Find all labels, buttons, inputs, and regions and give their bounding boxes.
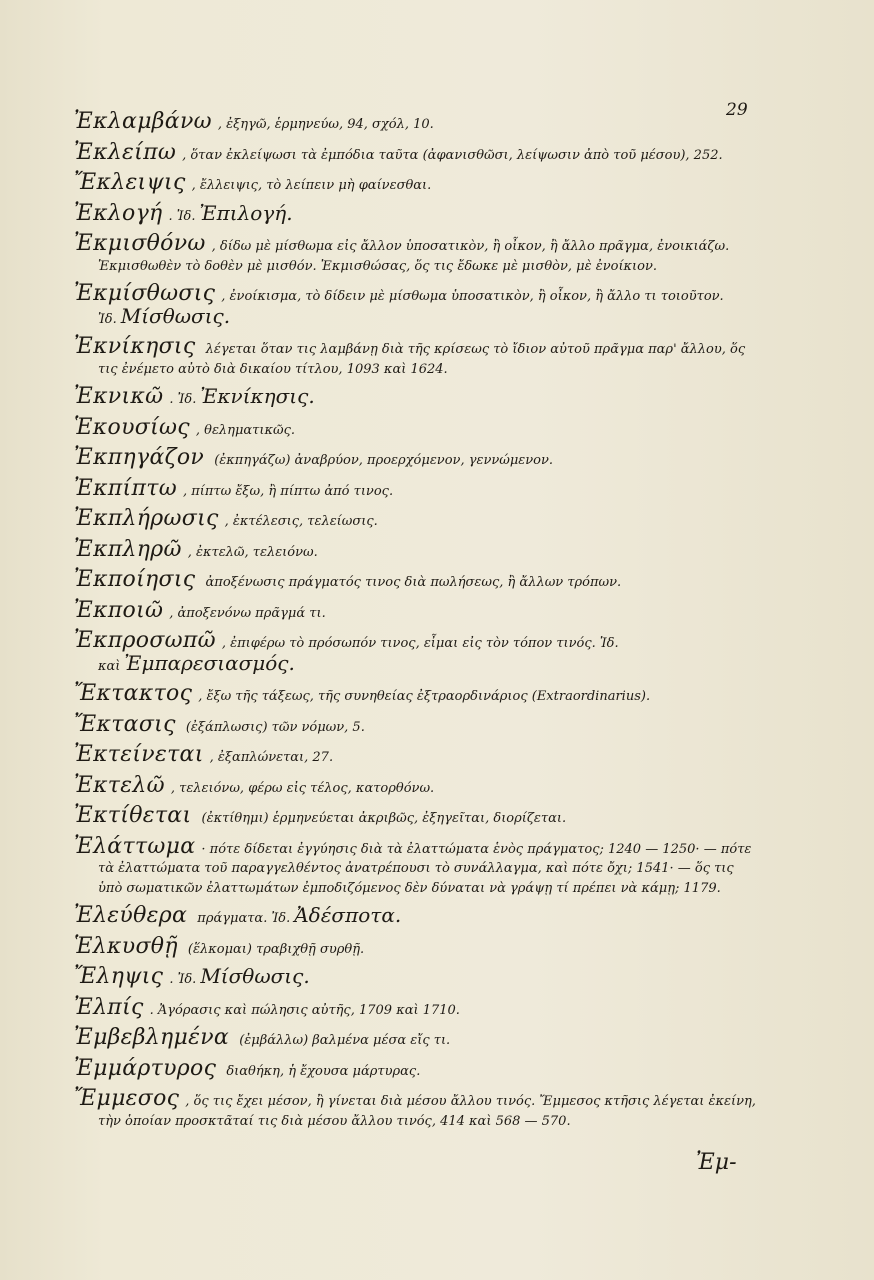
entry-definition: , ἐκτελῶ, τελειόνω. [187, 544, 318, 560]
entry-definition: , δίδω μὲ μίσθωμα εἰς ἄλλον ὑποσατικὸν, ἢ οἶκον, ἢ ἄλλο πρᾶγμα, ἐνοικιάζω. Ἐκμισθωθὲν τὸ δοθὲν μὲ μισθόν. Ἐκμισθώσας, ὅς τις ἔδωκε μὲ μισθὸν, μὲ ἐνοίκιον. [98, 239, 730, 274]
dictionary-entry [60, 742, 760, 768]
dictionary-entry [60, 628, 760, 676]
entry-definition: , ἐνοίκισμα, τὸ δίδειν μὲ μίσθωμα ὑποσατικὸν, ἢ οἶκον, ἢ ἄλλο τι τοιοῦτον. Ἰδ. [98, 289, 724, 327]
entry-headword: Ἔληψις [74, 964, 164, 989]
dictionary-entry [60, 1086, 760, 1131]
dictionary-entry [60, 803, 760, 829]
entry-definition: (ἐξάπλωσις) τῶν νόμων, 5. [181, 719, 365, 735]
dictionary-entry [60, 414, 760, 441]
dictionary-entry [60, 1055, 760, 1082]
entry-definition: · πότε δίδεται ἐγγύησις διὰ τὰ ἐλαττώματα ἑνὸς πράγματος; 1240 — 1250· — πότε τὰ ἐλαττώματα τοῦ παραγγελθέντος ἀνατρέπουσι τὸ συνάλλαγμα, καὶ πότε ὄχι; 1541· — ὅς τις ὑπὸ σωματικῶν ἐλαττωμάτων ἐμποδιζόμενος δὲν δύναται νὰ γράψῃ τί πρέπει νὰ κάμῃ; 1179. [98, 841, 752, 896]
dictionary-entry [60, 772, 760, 799]
entry-definition: (ἐκτίθημι) ἑρμηνεύεται ἀκριβῶς, ἐξηγεῖται, διορίζεται. [197, 811, 567, 826]
entry-cross-reference: Μίσθωσις. [200, 964, 310, 988]
entry-headword: Ἐλπίς [74, 994, 144, 1020]
entry-headword: Ἐκπροσωπῶ [74, 628, 216, 653]
dictionary-entry [60, 1025, 760, 1051]
dictionary-entry [60, 506, 760, 532]
entry-headword: Ἐκλείπω [74, 139, 177, 165]
entry-definition: , θεληματικῶς. [195, 422, 296, 438]
entry-headword: Ἐκπίπτω [74, 475, 177, 501]
dictionary-entry [60, 334, 760, 379]
dictionary-entry [60, 903, 760, 929]
entry-definition: , ἔξω τῆς τάξεως, τῆς συνηθείας ἐξτραορδινάριος (Extraordinarius). [198, 689, 651, 704]
entry-headword: Ἐλεύθερα [74, 903, 188, 928]
entry-cross-reference: Μίσθωσις. [120, 303, 231, 328]
entry-headword: Ἐκλαμβάνω [74, 109, 212, 134]
entry-definition: . Ἰδ. [169, 972, 197, 987]
entry-headword: Ἐκλογή [74, 200, 163, 226]
entry-headword: Ἐκποίησις [74, 567, 196, 592]
dictionary-entry [60, 200, 760, 227]
dictionary-entry [60, 475, 760, 502]
entry-headword: Ἔκτασις [74, 711, 176, 737]
entry-definition: , ὅταν ἐκλείψωσι τὰ ἐμπόδια ταῦτα (ἀφανισθῶσι, λείψωσιν ἀπὸ τοῦ μέσου), 252. [182, 147, 723, 163]
entry-definition: (ἐμβάλλω) βαλμένα μέσα εἴς τι. [235, 1033, 451, 1048]
dictionary-entry [60, 170, 760, 196]
entry-headword: Ἐκνίκησις [74, 334, 196, 359]
entry-headword: Ἐκτείνεται [74, 742, 204, 767]
entry-definition: , ἐκτέλεσις, τελείωσις. [224, 514, 378, 529]
entry-headword: Ἐκμισθόνω [74, 231, 206, 256]
entry-cross-reference: Ἐμπαρεσιασμός. [124, 650, 295, 675]
entry-headword: Ἐκπλήρωσις [74, 506, 219, 531]
entry-cross-reference: Ἐπιλογή. [199, 200, 293, 225]
entry-headword: Ἑλκυσθῇ [74, 933, 178, 959]
entry-definition: , τελειόνω, φέρω εἰς τέλος, κατορθόνω. [170, 780, 435, 796]
entry-headword: Ἐκμίσθωσις [74, 281, 216, 306]
entry-definition: , ἀποξενόνω πρᾶγμά τι. [169, 605, 326, 621]
entry-definition: , ἔλλειψις, τὸ λείπειν μὴ φαίνεσθαι. [191, 178, 432, 193]
entry-headword: Ἔκλειψις [74, 170, 186, 195]
entry-headword: Ἐκτίθεται [74, 803, 192, 828]
entry-headword: Ἔμμεσος [74, 1086, 180, 1111]
entry-headword: Ἐμμάρτυρος [74, 1055, 217, 1081]
dictionary-entry [60, 231, 760, 276]
entry-definition: , ὅς τις ἔχει μέσον, ἢ γίνεται διὰ μέσου ἄλλου τινός. Ἔμμεσος κτῆσις λέγεται ἐκείνη, τὴν ὁποίαν προσκτᾶταί τις διὰ μέσου ἄλλου τινός, 414 καὶ 568 — 570. [98, 1094, 756, 1129]
entry-definition: πράγματα. Ἰδ. [193, 911, 291, 926]
entry-definition: , ἐπιφέρω τὸ πρόσωπόν τινος, εἶμαι εἰς τὸν τόπον τινός. Ἰδ. καὶ [98, 636, 619, 674]
entry-headword: Ἔκτακτος [74, 681, 193, 706]
entry-definition: . Ἀγόρασις καὶ πώλησις αὐτῆς, 1709 καὶ 1710. [149, 1002, 460, 1018]
entry-definition: ἀποξένωσις πράγματός τινος διὰ πωλήσεως, ἢ ἄλλων τρόπων. [201, 575, 622, 590]
dictionary-entry [60, 711, 760, 738]
entry-headword: Ἐκνικῶ [74, 384, 164, 409]
dictionary-entry [60, 384, 760, 410]
dictionary-entry [60, 681, 760, 707]
dictionary-entry [60, 281, 760, 329]
dictionary-entry [60, 139, 760, 166]
entry-headword: Ἐλάττωμα [74, 833, 196, 859]
entry-definition: . Ἰδ. [169, 392, 197, 407]
dictionary-entry [60, 964, 760, 990]
dictionary-entry [60, 833, 760, 899]
entry-definition: (ἕλκομαι) τραβιχθῇ συρθῇ. [183, 941, 365, 957]
entry-definition: , ἐξηγῶ, ἑρμηνεύω, 94, σχόλ, 10. [217, 117, 434, 132]
dictionary-entry [60, 994, 760, 1021]
entry-definition: . Ἰδ. [168, 208, 196, 224]
dictionary-entry [60, 597, 760, 624]
catchword: Ἐμ- [696, 1150, 737, 1175]
entry-headword: Ἐκποιῶ [74, 597, 164, 623]
entry-definition: , πίπτω ἔξω, ἢ πίπτω ἀπό τινος. [182, 483, 394, 499]
entry-definition: διαθήκη, ἡ ἔχουσα μάρτυρας. [222, 1063, 421, 1079]
entry-headword: Ἑκουσίως [74, 414, 190, 440]
entry-headword: Ἐμβεβλημένα [74, 1025, 230, 1050]
entry-definition: (ἐκπηγάζω) ἀναβρύον, προερχόμενον, γεννώμενον. [210, 453, 554, 468]
entry-definition: λέγεται ὅταν τις λαμβάνῃ διὰ τῆς κρίσεως τὸ ἴδιον αὐτοῦ πρᾶγμα παρ' ἄλλου, ὅς τις ἐνέμετο αὐτὸ διὰ δικαίου τίτλου, 1093 καὶ 1624. [98, 342, 746, 377]
entry-headword: Ἐκπληρῶ [74, 536, 182, 562]
dictionary-entry [60, 445, 760, 471]
entry-definition: , ἐξαπλώνεται, 27. [209, 750, 334, 765]
dictionary-entry [60, 567, 760, 593]
entry-cross-reference: Ἐκνίκησις. [200, 384, 315, 408]
entry-headword: Ἐκπηγάζον [74, 445, 205, 470]
page-number: 29 [726, 100, 748, 120]
entry-cross-reference: Ἀδέσποτα. [294, 903, 402, 927]
entry-headword: Ἐκτελῶ [74, 772, 165, 798]
dictionary-entry [60, 536, 760, 563]
dictionary-entry [60, 933, 760, 960]
